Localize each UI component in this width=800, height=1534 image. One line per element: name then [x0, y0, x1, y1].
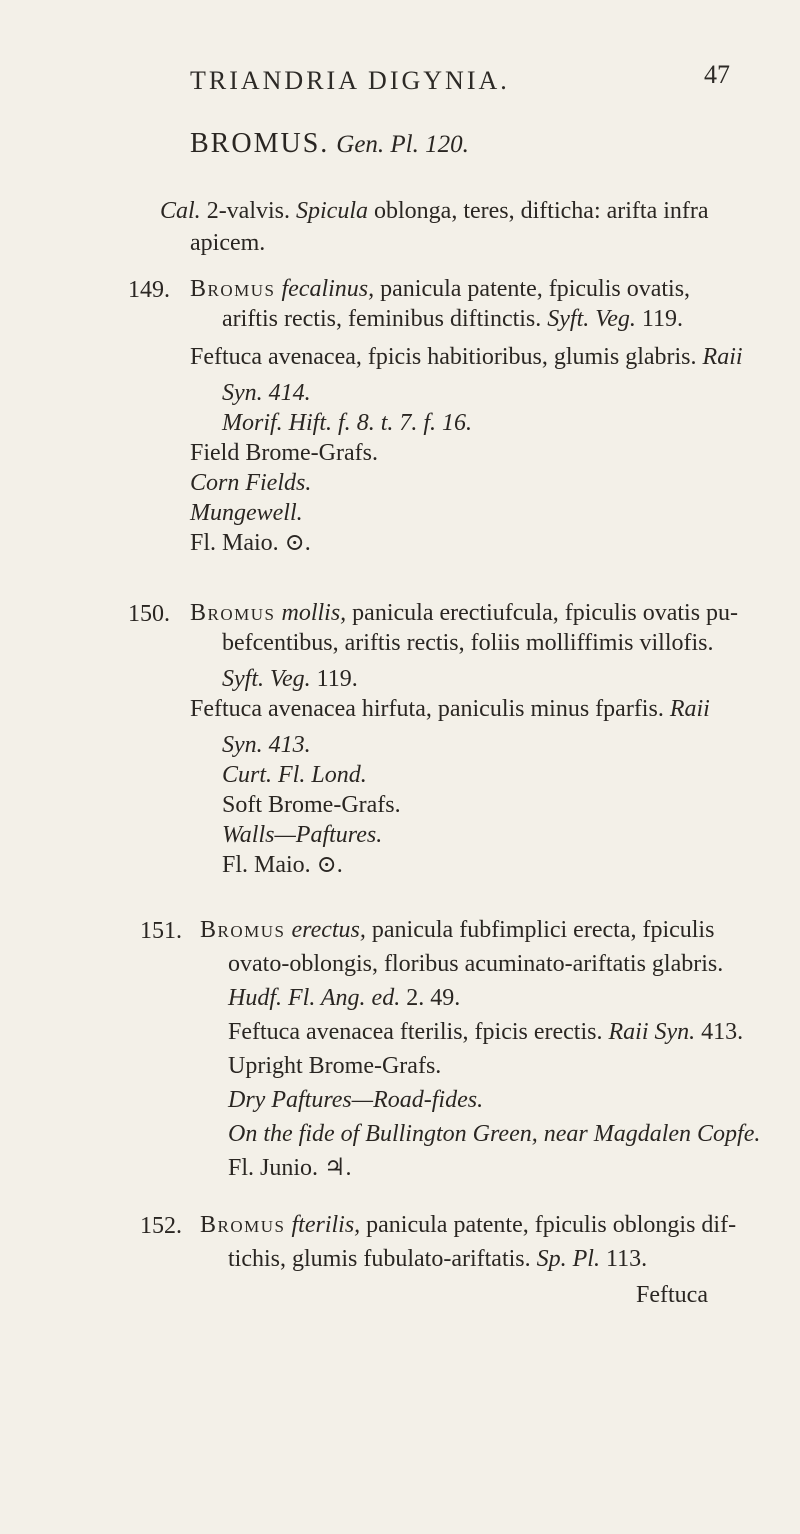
entry-text: 113. — [599, 1246, 648, 1272]
entry-149-line-3 — [190, 342, 743, 372]
entry-citation: Hudf. Fl. Ang. ed. — [228, 985, 401, 1011]
entry-diagnosis: panicula patente, fpiculis ovatis, — [374, 276, 691, 302]
entry-text: ariftis rectis, feminibus diftinctis. — [222, 306, 548, 332]
entry-149-line-1 — [190, 274, 690, 304]
entry-citation: Raii — [669, 696, 710, 722]
entry-number-151: 151. — [140, 918, 182, 944]
entry-149-line-5 — [222, 408, 472, 438]
entry-diagnosis: panicula fubfimplici erecta, fpiculis — [365, 917, 715, 943]
calyx-text: 2-valvis. — [200, 198, 297, 224]
entry-synonym: Feftuca avenacea fterilis, fpicis erectis. — [228, 1019, 609, 1045]
entry-text: 413. — [695, 1019, 744, 1045]
entry-151-common-name: Upright Brome-Grafs. — [228, 1053, 442, 1079]
entry-text: f. — [332, 410, 357, 436]
entry-151-line-1 — [200, 915, 714, 945]
entry-151-line-3 — [228, 983, 460, 1013]
running-head: TRIANDRIA DIGYNIA. — [190, 66, 510, 95]
entry-genus: Bromus — [200, 917, 286, 943]
genus-character-line-2: apicem. — [190, 230, 266, 256]
entry-epithet: mollis, — [281, 600, 347, 626]
entry-text: 119. — [635, 306, 684, 332]
entry-number-150: 150. — [128, 601, 170, 627]
entry-genus: Bromus — [200, 1212, 286, 1238]
catchword: Feftuca — [636, 1282, 708, 1308]
entry-citation: Syft. Veg. — [547, 306, 636, 332]
genus-character-line-1 — [160, 196, 709, 226]
entry-150-line-3 — [222, 664, 358, 694]
entry-152-line-2 — [228, 1244, 647, 1274]
genus-name: BROMUS. — [190, 128, 330, 159]
entry-genus: Bromus — [190, 600, 276, 626]
entry-citation: Sp. Pl. — [536, 1246, 600, 1272]
entry-149-habitat: Corn Fields. — [190, 470, 312, 496]
calyx-label: Cal. — [160, 198, 201, 224]
entry-150-line-5: Syn. 413. — [222, 732, 311, 758]
entry-citation: Morif. Hift. — [222, 410, 333, 436]
entry-number-152: 152. — [140, 1213, 182, 1239]
genus-heading — [190, 128, 469, 160]
entry-number-149: 149. — [128, 277, 170, 303]
entry-text: 8. t. 7. f. 16. — [356, 410, 473, 436]
entry-151-line-4 — [228, 1017, 743, 1047]
entry-150-habitat: Walls—Paftures. — [222, 822, 383, 848]
entry-citation: Raii — [702, 344, 743, 370]
entry-genus: Bromus — [190, 276, 276, 302]
spicula-text: oblonga, teres, difticha: arifta infra — [368, 198, 709, 224]
entry-text: 119. — [310, 666, 358, 692]
entry-150-flowering: Fl. Maio. ⊙. — [222, 852, 343, 878]
entry-150-line-1 — [190, 598, 738, 628]
entry-epithet: fterilis, — [291, 1212, 361, 1238]
genus-reference: Gen. Pl. 120. — [336, 131, 469, 158]
entry-text: tichis, glumis fubulato-ariftatis. — [228, 1246, 537, 1272]
entry-citation: Syft. Veg. — [222, 666, 311, 692]
spicula-label: Spicula — [296, 198, 369, 224]
entry-151-habitat: Dry Paftures—Road-fides. — [228, 1087, 484, 1113]
entry-151-flowering: Fl. Junio. ♃. — [228, 1155, 352, 1181]
entry-epithet: erectus, — [291, 917, 366, 943]
entry-synonym: Feftuca avenacea, fpicis habitioribus, glumis glabris. — [190, 344, 703, 370]
entry-149-flowering: Fl. Maio. ⊙. — [190, 530, 311, 556]
entry-150-common-name: Soft Brome-Grafs. — [222, 792, 401, 818]
entry-149-locality: Mungewell. — [190, 500, 303, 526]
entry-151-locality: On the fide of Bullington Green, near Magdalen Copfe. — [228, 1121, 761, 1147]
entry-149-common-name: Field Brome-Grafs. — [190, 440, 378, 466]
entry-epithet: fecalinus, — [281, 276, 375, 302]
entry-150-line-4 — [190, 694, 710, 724]
entry-151-line-2: ovato-oblongis, floribus acuminato-ariftatis glabris. — [228, 951, 724, 977]
entry-diagnosis: panicula patente, fpiculis oblongis dif- — [360, 1212, 737, 1238]
entry-149-line-4: Syn. 414. — [222, 380, 311, 406]
entry-citation: Raii Syn. — [608, 1019, 696, 1045]
entry-synonym: Feftuca avenacea hirfuta, paniculis minus fparfis. — [190, 696, 670, 722]
entry-diagnosis: panicula erectiufcula, fpiculis ovatis pu- — [346, 600, 739, 626]
page-number: 47 — [704, 60, 730, 89]
entry-152-line-1 — [200, 1210, 736, 1240]
entry-149-line-2 — [222, 304, 683, 334]
entry-150-line-2: befcentibus, ariftis rectis, foliis molliffimis villofis. — [222, 630, 714, 656]
entry-150-line-6: Curt. Fl. Lond. — [222, 762, 367, 788]
entry-text: 2. 49. — [400, 985, 461, 1011]
